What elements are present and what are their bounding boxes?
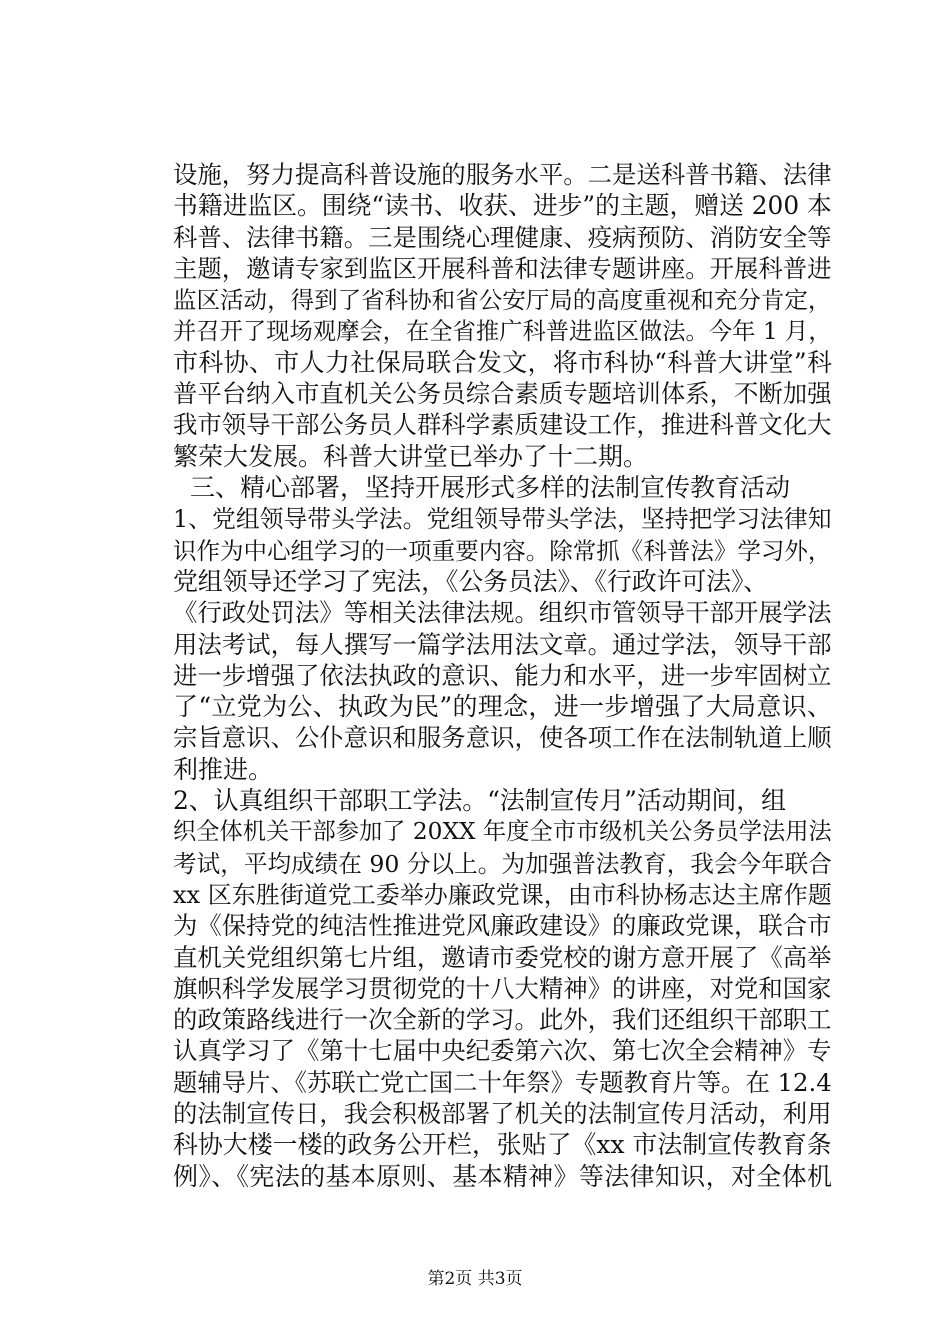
body-line-21: 2、认真组织干部职工学法。“法制宣传月”活动期间，组 xyxy=(173,786,786,815)
body-line-27: 旗帜科学发展学习贯彻党的十八大精神》的讲座，对党和国家 xyxy=(173,973,832,1003)
body-line-29: 认真学习了《第十七届中央纪委第六次、第七次全会精神》专 xyxy=(173,1036,832,1066)
body-line-28: 的政策路线进行一次全新的学习。此外，我们还组织干部职工 xyxy=(173,1005,832,1035)
body-line-2: 书籍进监区。围绕“读书、收获、进步”的主题，赠送 200 本 xyxy=(173,191,832,221)
body-line-19: 宗旨意识、公仆意识和服务意识，使各项工作在法制轨道上顺 xyxy=(173,723,832,753)
body-line-26: 直机关党组织第七片组，邀请市委党校的谢方意开展了《高举 xyxy=(173,942,832,972)
body-line-31: 的法制宣传日，我会积极部署了机关的法制宣传月活动，利用 xyxy=(173,1099,832,1128)
body-line-6: 并召开了现场观摩会，在全省推广科普进监区做法。今年 1 月， xyxy=(173,317,832,345)
page-number-label: 第2页 共3页 xyxy=(427,1269,523,1289)
body-line-4: 主题，邀请专家到监区开展科普和法律专题讲座。开展科普进 xyxy=(173,253,832,283)
body-line-32: 科协大楼一楼的政务公开栏，张贴了《xx 市法制宣传教育条 xyxy=(173,1130,832,1160)
body-line-22: 织全体机关干部参加了 20XX 年度全市市级机关公务员学法用法 xyxy=(173,818,832,846)
body-line-9: 我市领导干部公务员人群科学素质建设工作，推进科普文化大 xyxy=(173,410,832,440)
body-line-7: 市科协、市人力社保局联合发文，将市科协“科普大讲堂”科 xyxy=(173,347,833,377)
body-line-18: 了“立党为公、执政为民”的理念，进一步增强了大局意识、 xyxy=(173,692,833,722)
body-line-12: 1、党组领导带头学法。党组领导带头学法，坚持把学习法律知 xyxy=(173,505,832,534)
section-heading: 三、精心部署，坚持开展形式多样的法制宣传教育活动 xyxy=(190,473,791,502)
body-line-13: 识作为中心组学习的一项重要内容。除常抓《科普法》学习外， xyxy=(173,536,832,565)
body-line-25: 为《保持党的纯洁性推进党风廉政建设》的廉政党课，联合市 xyxy=(173,911,832,941)
body-line-24: xx 区东胜街道党工委举办廉政党课，由市科协杨志达主席作题 xyxy=(173,880,832,909)
body-line-23: 考试，平均成绩在 90 分以上。为加强普法教育，我会今年联合 xyxy=(173,849,832,878)
body-line-33: 例》、《宪法的基本原则、基本精神》等法律知识，对全体机 xyxy=(173,1161,833,1191)
body-line-14: 党组领导还学习了宪法，《公务员法》、《行政许可法》、 xyxy=(173,566,769,596)
body-line-8: 普平台纳入市直机关公务员综合素质专题培训体系，不断加强 xyxy=(173,379,832,409)
body-line-3: 科普、法律书籍。三是围绕心理健康、疫病预防、消防安全等 xyxy=(173,222,832,252)
body-line-17: 进一步增强了依法执政的意识、能力和水平，进一步牢固树立 xyxy=(173,660,832,690)
body-line-15: 《行政处罚法》等相关法律法规。组织市管领导干部开展学法 xyxy=(173,598,832,628)
body-line-1: 设施，努力提高科普设施的服务水平。二是送科普书籍、法律 xyxy=(173,160,832,189)
body-line-20: 利推进。 xyxy=(173,754,274,784)
body-line-10: 繁荣大发展。科普大讲堂已举办了十二期。 xyxy=(173,441,649,471)
page-footer xyxy=(0,1268,950,1290)
body-line-16: 用法考试，每人撰写一篇学法用法文章。通过学法，领导干部 xyxy=(173,629,832,659)
body-line-30: 题辅导片、《苏联亡党亡国二十年祭》专题教育片等。在 12.4 xyxy=(173,1067,832,1097)
body-line-5: 监区活动，得到了省科协和省公安厅局的高度重视和充分肯定， xyxy=(173,286,832,315)
